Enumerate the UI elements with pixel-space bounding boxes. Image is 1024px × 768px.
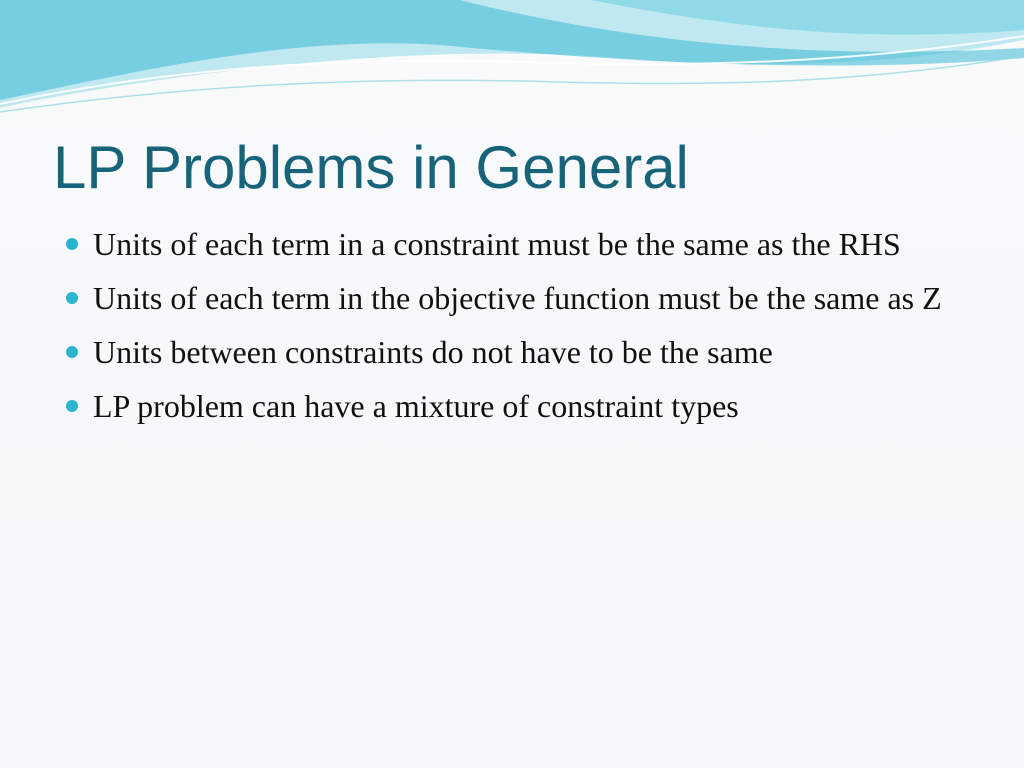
header-wave-decoration <box>0 0 1024 120</box>
bullet-text: Units between constraints do not have to be the same <box>93 334 773 370</box>
bullet-item <box>62 222 962 267</box>
bullet-icon <box>66 238 78 250</box>
slide-title: LP Problems in General <box>53 134 689 201</box>
bullet-icon <box>66 400 78 412</box>
bullet-list <box>62 222 962 438</box>
bullet-icon <box>66 346 78 358</box>
bullet-item <box>62 330 962 375</box>
bullet-text: Units of each term in the objective function must be the same as Z <box>93 280 942 316</box>
bullet-text: Units of each term in a constraint must be the same as the RHS <box>93 226 901 262</box>
bullet-icon <box>66 292 78 304</box>
bullet-item <box>62 276 962 321</box>
bullet-item <box>62 384 962 429</box>
bullet-text: LP problem can have a mixture of constraint types <box>93 388 739 424</box>
